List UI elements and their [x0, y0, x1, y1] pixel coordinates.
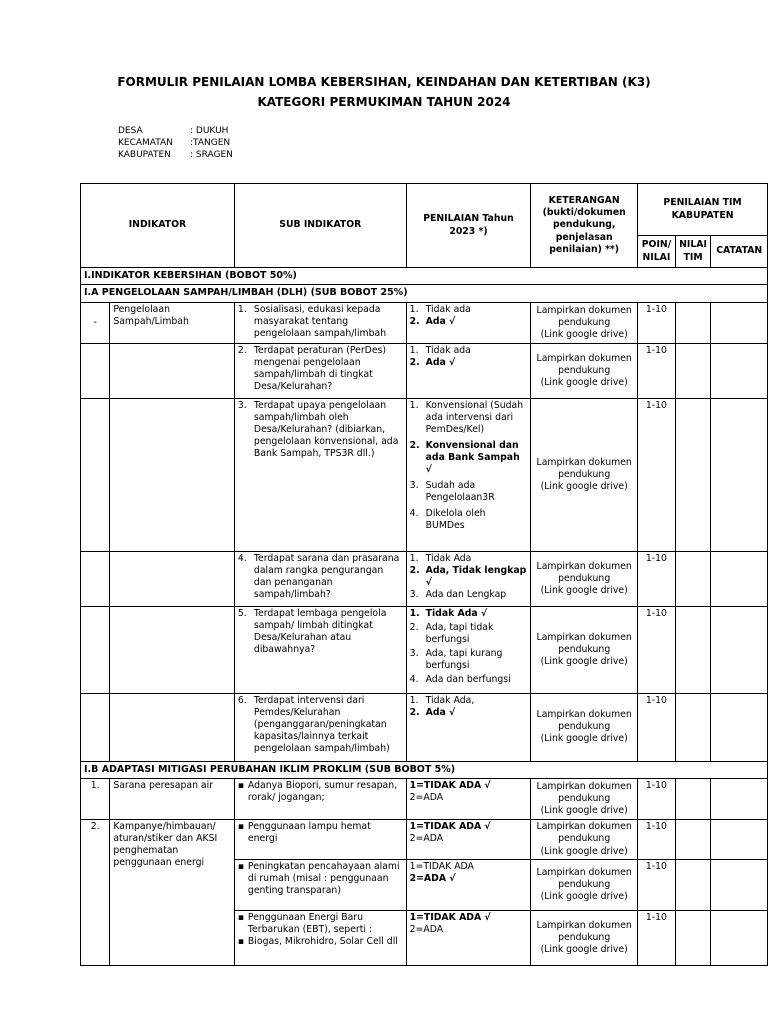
keterangan-cell: Lampirkan dokumen pendukung (Link google drive): [531, 398, 638, 551]
poin-cell: 1-10: [638, 343, 676, 398]
section-proklim: I.B ADAPTASI MITIGASI PERUBAHAN IKLIM PROKLIM (SUB BOBOT 5%): [81, 761, 768, 778]
penilaian-cell: 1. Tidak ada 2. Ada √: [406, 343, 531, 398]
catatan-cell[interactable]: [711, 302, 768, 343]
sub-indikator-cell: 5. Terdapat lembaga pengelola sampah/ limbah ditingkat Desa/Kelurahan atau dibawahnya?: [234, 606, 406, 693]
penilaian-cell: 1. Konvensional (Sudah ada intervensi dari PemDes/Kel) 2. Konvensional dan ada Bank Sampah √ 3. Sudah ada Pengelolaan3R 4. Dikelola oleh BUMDes: [406, 398, 531, 551]
table-row: [81, 606, 768, 693]
nilai-tim-cell[interactable]: [675, 860, 711, 911]
indikator-cell: Kampanye/himbauan/ aturan/stiker dan AKSI penghematan penggunaan energi: [110, 820, 235, 966]
meta-kabupaten: [118, 150, 233, 160]
poin-cell: 1-10: [638, 398, 676, 551]
form-title: FORMULIR PENILAIAN LOMBA KEBERSIHAN, KEINDAHAN DAN KETERTIBAN (K3): [117, 75, 651, 89]
catatan-cell[interactable]: [711, 398, 768, 551]
form-subtitle: KATEGORI PERMUKIMAN TAHUN 2024: [257, 95, 511, 109]
row-number: 2.: [81, 820, 110, 966]
nilai-tim-cell[interactable]: [675, 302, 711, 343]
penilaian-cell: 1=TIDAK ADA 2=ADA √: [406, 860, 531, 911]
row-number: 1.: [81, 779, 110, 820]
poin-cell: 1-10: [638, 693, 676, 761]
header-keterangan: KETERANGAN (bukti/dokumen pendukung, penjelasan penilaian) **): [531, 184, 638, 268]
indikator-cell: Sarana peresapan air: [110, 779, 235, 820]
nilai-tim-cell[interactable]: [675, 551, 711, 606]
table-row: [81, 551, 768, 606]
table-row: [81, 820, 768, 860]
header-penilaian: PENILAIAN Tahun 2023 *): [406, 184, 531, 268]
sub-indikator-cell: ▪ Adanya Biopori, sumur resapan, rorak/ jogangan;: [234, 779, 406, 820]
keterangan-cell: Lampirkan dokumen pendukung (Link google drive): [531, 779, 638, 820]
table-row: [81, 302, 768, 343]
nilai-tim-cell[interactable]: [675, 606, 711, 693]
keterangan-cell: Lampirkan dokumen pendukung (Link google drive): [531, 911, 638, 966]
bullet-icon: ▪: [237, 912, 245, 924]
section-kebersihan: I.INDIKATOR KEBERSIHAN (BOBOT 50%): [81, 268, 768, 285]
poin-cell: 1-10: [638, 860, 676, 911]
poin-cell: 1-10: [638, 302, 676, 343]
catatan-cell[interactable]: [711, 343, 768, 398]
header-catatan: CATATAN: [711, 236, 768, 268]
catatan-cell[interactable]: [711, 860, 768, 911]
meta-key: KECAMATAN: [118, 138, 173, 148]
row-marker: -: [81, 302, 110, 343]
sub-indikator-cell: 6. Terdapat intervensi dari Pemdes/Kelurahan (penganggaran/peningkatan kapasitas/lainnya terkait pengelolaan sampah/limbah): [234, 693, 406, 761]
poin-cell: 1-10: [638, 606, 676, 693]
nilai-tim-cell[interactable]: [675, 779, 711, 820]
sub-indikator-cell: 1. Sosialisasi, edukasi kepada masyarakat tentang pengelolaan sampah/limbah: [234, 302, 406, 343]
keterangan-cell: Lampirkan dokumen pendukung (Link google drive): [531, 693, 638, 761]
header-sub-indikator: SUB INDIKATOR: [234, 184, 406, 268]
nilai-tim-cell[interactable]: [675, 911, 711, 966]
keterangan-cell: Lampirkan dokumen pendukung (Link google drive): [531, 606, 638, 693]
nilai-tim-cell[interactable]: [675, 693, 711, 761]
catatan-cell[interactable]: [711, 551, 768, 606]
catatan-cell[interactable]: [711, 779, 768, 820]
keterangan-cell: Lampirkan dokumen pendukung (Link google drive): [531, 860, 638, 911]
poin-cell: 1-10: [638, 551, 676, 606]
meta-value: : SRAGEN: [190, 150, 233, 160]
bullet-icon: ▪: [237, 861, 245, 873]
header-poin: POIN/ NILAI: [638, 236, 676, 268]
keterangan-cell: Lampirkan dokumen pendukung (Link google drive): [531, 302, 638, 343]
meta-value: : DUKUH: [190, 126, 229, 136]
sub-indikator-cell: ▪ Peningkatan pencahayaan alami di rumah (misal : penggunaan genting transparan): [234, 860, 406, 911]
sub-indikator-cell: ▪ Penggunaan Energi Baru Terbarukan (EBT), seperti : ▪ Biogas, Mikrohidro, Solar Cell dll: [234, 911, 406, 966]
penilaian-cell: 1=TIDAK ADA √ 2=ADA: [406, 779, 531, 820]
sub-indikator-cell: ▪ Penggunaan lampu hemat energi: [234, 820, 406, 860]
nilai-tim-cell[interactable]: [675, 343, 711, 398]
nilai-tim-cell[interactable]: [675, 820, 711, 860]
keterangan-cell: Lampirkan dokumen pendukung (Link google drive): [531, 343, 638, 398]
meta-desa: [118, 126, 228, 136]
sub-indikator-cell: 3. Terdapat upaya pengelolaan sampah/limbah oleh Desa/Kelurahan? (dibiarkan, pengelolaan konvensional, ada Bank Sampah, TPS3R dll.): [234, 398, 406, 551]
catatan-cell[interactable]: [711, 606, 768, 693]
table-row: [81, 343, 768, 398]
header-indikator: INDIKATOR: [81, 184, 235, 268]
bullet-icon: ▪: [237, 780, 245, 792]
poin-cell: 1-10: [638, 779, 676, 820]
penilaian-cell: 1=TIDAK ADA √ 2=ADA: [406, 820, 531, 860]
indikator-cell: Pengelolaan Sampah/Limbah: [110, 302, 235, 343]
penilaian-cell: 1. Tidak Ada 2. Ada, Tidak lengkap √ 3. Ada dan Lengkap: [406, 551, 531, 606]
catatan-cell[interactable]: [711, 693, 768, 761]
header-nilai-tim: NILAI TIM: [675, 236, 711, 268]
nilai-tim-cell[interactable]: [675, 398, 711, 551]
catatan-cell[interactable]: [711, 911, 768, 966]
penilaian-cell: 1. Tidak Ada, 2. Ada √: [406, 693, 531, 761]
meta-key: KABUPATEN: [118, 150, 171, 160]
sub-indikator-cell: 4. Terdapat sarana dan prasarana dalam rangka pengurangan dan penanganan sampah/limbah?: [234, 551, 406, 606]
section-pengelolaan-sampah: I.A PENGELOLAAN SAMPAH/LIMBAH (DLH) (SUB BOBOT 25%): [81, 285, 768, 302]
assessment-table: [80, 183, 768, 966]
table-row: [81, 693, 768, 761]
sub-indikator-cell: 2. Terdapat peraturan (PerDes) mengenai pengelolaan sampah/limbah di tingkat Desa/Kelurahan?: [234, 343, 406, 398]
header-penilaian-tim: PENILAIAN TIM KABUPATEN: [638, 184, 768, 236]
penilaian-cell: 1. Tidak Ada √ 2. Ada, tapi tidak berfungsi 3. Ada, tapi kurang berfungsi 4. Ada dan berfungsi: [406, 606, 531, 693]
keterangan-cell: Lampirkan dokumen pendukung (Link google drive): [531, 820, 638, 860]
keterangan-cell: Lampirkan dokumen pendukung (Link google drive): [531, 551, 638, 606]
meta-value: :TANGEN: [190, 138, 231, 148]
table-row: [81, 398, 768, 551]
meta-kecamatan: [118, 138, 230, 148]
penilaian-cell: 1=TIDAK ADA √ 2=ADA: [406, 911, 531, 966]
penilaian-cell: 1. Tidak ada 2. Ada √: [406, 302, 531, 343]
catatan-cell[interactable]: [711, 820, 768, 860]
table-row: [81, 779, 768, 820]
bullet-icon: ▪: [237, 936, 245, 948]
bullet-icon: ▪: [237, 821, 245, 833]
poin-cell: 1-10: [638, 820, 676, 860]
poin-cell: 1-10: [638, 911, 676, 966]
meta-key: DESA: [118, 126, 143, 136]
